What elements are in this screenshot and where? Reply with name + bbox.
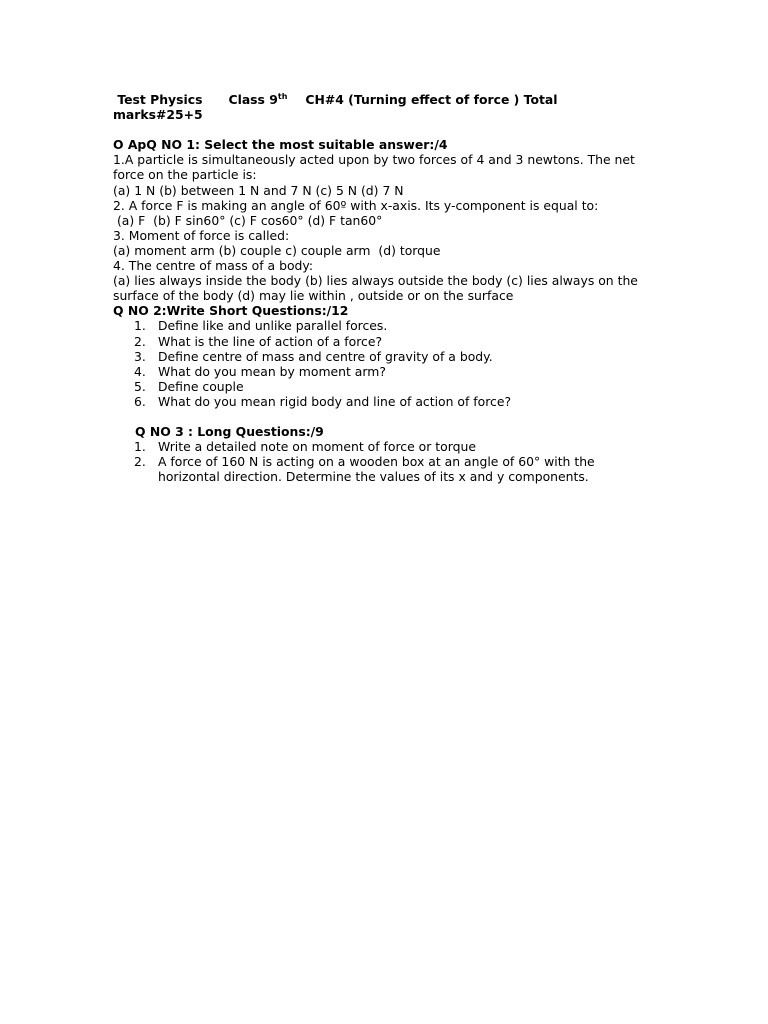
spacer [113, 409, 658, 424]
test-title [113, 92, 658, 122]
list-number: 1. [134, 318, 146, 334]
list-number: 5. [134, 378, 146, 394]
mcq-4-options: (a) lies always inside the body (b) lies always outside the body (c) lies always on the surface of the body (d) may lie within , outside or on the surface [113, 273, 638, 304]
list-number: 3. [134, 348, 146, 364]
list-text: What is the line of action of a force? [158, 333, 383, 349]
title-class: Class 9 [228, 92, 278, 107]
list-item [113, 394, 658, 409]
mcq-3-question: 3. Moment of force is called: [113, 227, 290, 243]
list-text: Define like and unlike parallel forces. [158, 318, 388, 334]
list-number: 2. [134, 333, 146, 349]
list-item [113, 454, 658, 484]
list-number: 6. [134, 393, 146, 409]
spacer [113, 122, 658, 137]
list-number: 1. [134, 439, 146, 455]
list-item [113, 349, 658, 364]
document-content [113, 92, 658, 484]
title-marks: marks#25+5 [113, 107, 203, 123]
section1-heading: O ApQ NO 1: Select the most suitable answer:/4 [113, 137, 448, 153]
list-item [113, 439, 658, 454]
list-number: 2. [134, 454, 146, 470]
list-text: What do you mean rigid body and line of action of force? [158, 393, 512, 409]
list-item [113, 318, 658, 333]
mcq-4-question: 4. The centre of mass of a body: [113, 258, 313, 274]
list-text: Write a detailed note on moment of force or torque [158, 439, 476, 455]
mcq-1-options: (a) 1 N (b) between 1 N and 7 N (c) 5 N (d) 7 N [113, 182, 404, 198]
mcq-1-question: 1.A particle is simultaneously acted upon by two forces of 4 and 3 newtons. The net force on the particle is: [113, 152, 635, 183]
list-item [113, 379, 658, 394]
list-text: What do you mean by moment arm? [158, 363, 386, 379]
list-text: A force of 160 N is acting on a wooden box at an angle of 60° with the horizontal direction. Determine the values of its x and y components. [158, 454, 595, 485]
mcq-3-options: (a) moment arm (b) couple c) couple arm (d) torque [113, 242, 441, 258]
section2-heading: Q NO 2:Write Short Questions:/12 [113, 303, 349, 319]
list-text: Define centre of mass and centre of gravity of a body. [158, 348, 493, 364]
list-item [113, 334, 658, 349]
mcq-2-options: (a) F (b) F sin60° (c) F cos60° (d) F tan60° [113, 212, 383, 228]
mcq-2-question: 2. A force F is making an angle of 60º with x-axis. Its y-component is equal to: [113, 197, 599, 213]
title-chapter: CH#4 (Turning effect of force ) Total [305, 92, 558, 107]
list-number: 4. [134, 363, 146, 379]
title-subject: Test Physics [117, 92, 203, 107]
long-questions-list [113, 439, 658, 484]
short-questions-list [113, 318, 658, 409]
section3-heading: Q NO 3 : Long Questions:/9 [135, 424, 324, 440]
list-item [113, 364, 658, 379]
title-class-superscript: th [277, 91, 288, 101]
list-text: Define couple [158, 378, 244, 394]
